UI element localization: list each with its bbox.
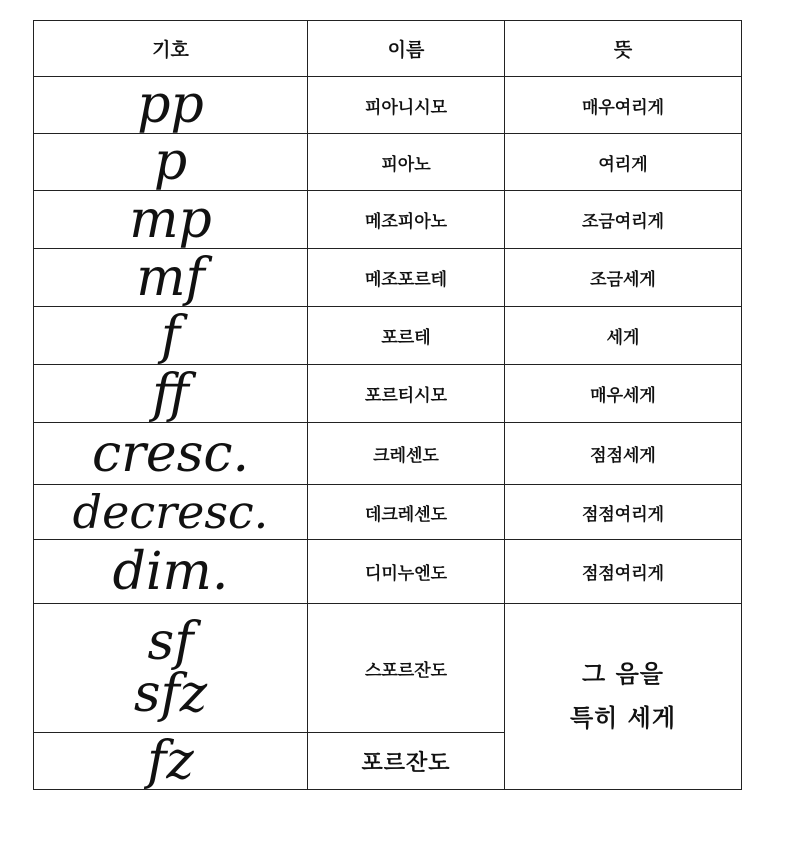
table-row <box>34 134 742 191</box>
meaning-cell: 조금여리게 <box>505 191 742 249</box>
name-cell: 메조포르테 <box>308 249 505 307</box>
symbol-cell: pp <box>34 77 308 134</box>
meaning-cell: 매우여리게 <box>505 77 742 134</box>
header-row <box>34 21 742 77</box>
name-cell: 피아노 <box>308 134 505 191</box>
name-cell: 디미누엔도 <box>308 540 505 604</box>
name-cell: 포르테 <box>308 307 505 365</box>
table-row <box>34 540 742 604</box>
table-row <box>34 77 742 134</box>
symbol-cell: dim. <box>34 540 308 604</box>
table-row <box>34 307 742 365</box>
meaning-cell: 점점여리게 <box>505 485 742 540</box>
table-row <box>34 365 742 423</box>
symbol-cell: mf <box>34 249 308 307</box>
symbol-sf: sf <box>147 612 194 672</box>
symbol-cell: decresc. <box>34 485 308 540</box>
name-cell: 스포르잔도 <box>308 604 505 733</box>
meaning-line-1: 그 음을 <box>582 660 664 689</box>
meaning-cell: 세게 <box>505 307 742 365</box>
table-row <box>34 485 742 540</box>
symbol-cell: p <box>34 134 308 191</box>
table-row <box>34 191 742 249</box>
symbol-cell: fz <box>34 733 308 790</box>
symbol-cell-sf-sfz <box>34 604 308 733</box>
meaning-cell: 점점세게 <box>505 423 742 485</box>
name-cell: 데크레센도 <box>308 485 505 540</box>
header-meaning: 뜻 <box>505 21 742 77</box>
table-row <box>34 249 742 307</box>
name-cell: 포르티시모 <box>308 365 505 423</box>
meaning-cell: 점점여리게 <box>505 540 742 604</box>
symbol-sfz: sfz <box>133 664 208 724</box>
table-row <box>34 423 742 485</box>
name-cell: 크레센도 <box>308 423 505 485</box>
symbol-cell: cresc. <box>34 423 308 485</box>
table-row-accent <box>34 604 742 733</box>
symbol-cell: f <box>34 307 308 365</box>
meaning-cell: 매우세게 <box>505 365 742 423</box>
name-cell: 피아니시모 <box>308 77 505 134</box>
header-symbol: 기호 <box>34 21 308 77</box>
dynamics-table <box>33 20 742 790</box>
name-cell: 포르잔도 <box>308 733 505 790</box>
meaning-cell-accent <box>505 604 742 790</box>
name-cell: 메조피아노 <box>308 191 505 249</box>
meaning-cell: 여리게 <box>505 134 742 191</box>
meaning-line-2: 특히 세게 <box>569 703 677 732</box>
symbol-cell: ff <box>34 365 308 423</box>
symbol-cell: mp <box>34 191 308 249</box>
header-name: 이름 <box>308 21 505 77</box>
meaning-cell: 조금세게 <box>505 249 742 307</box>
